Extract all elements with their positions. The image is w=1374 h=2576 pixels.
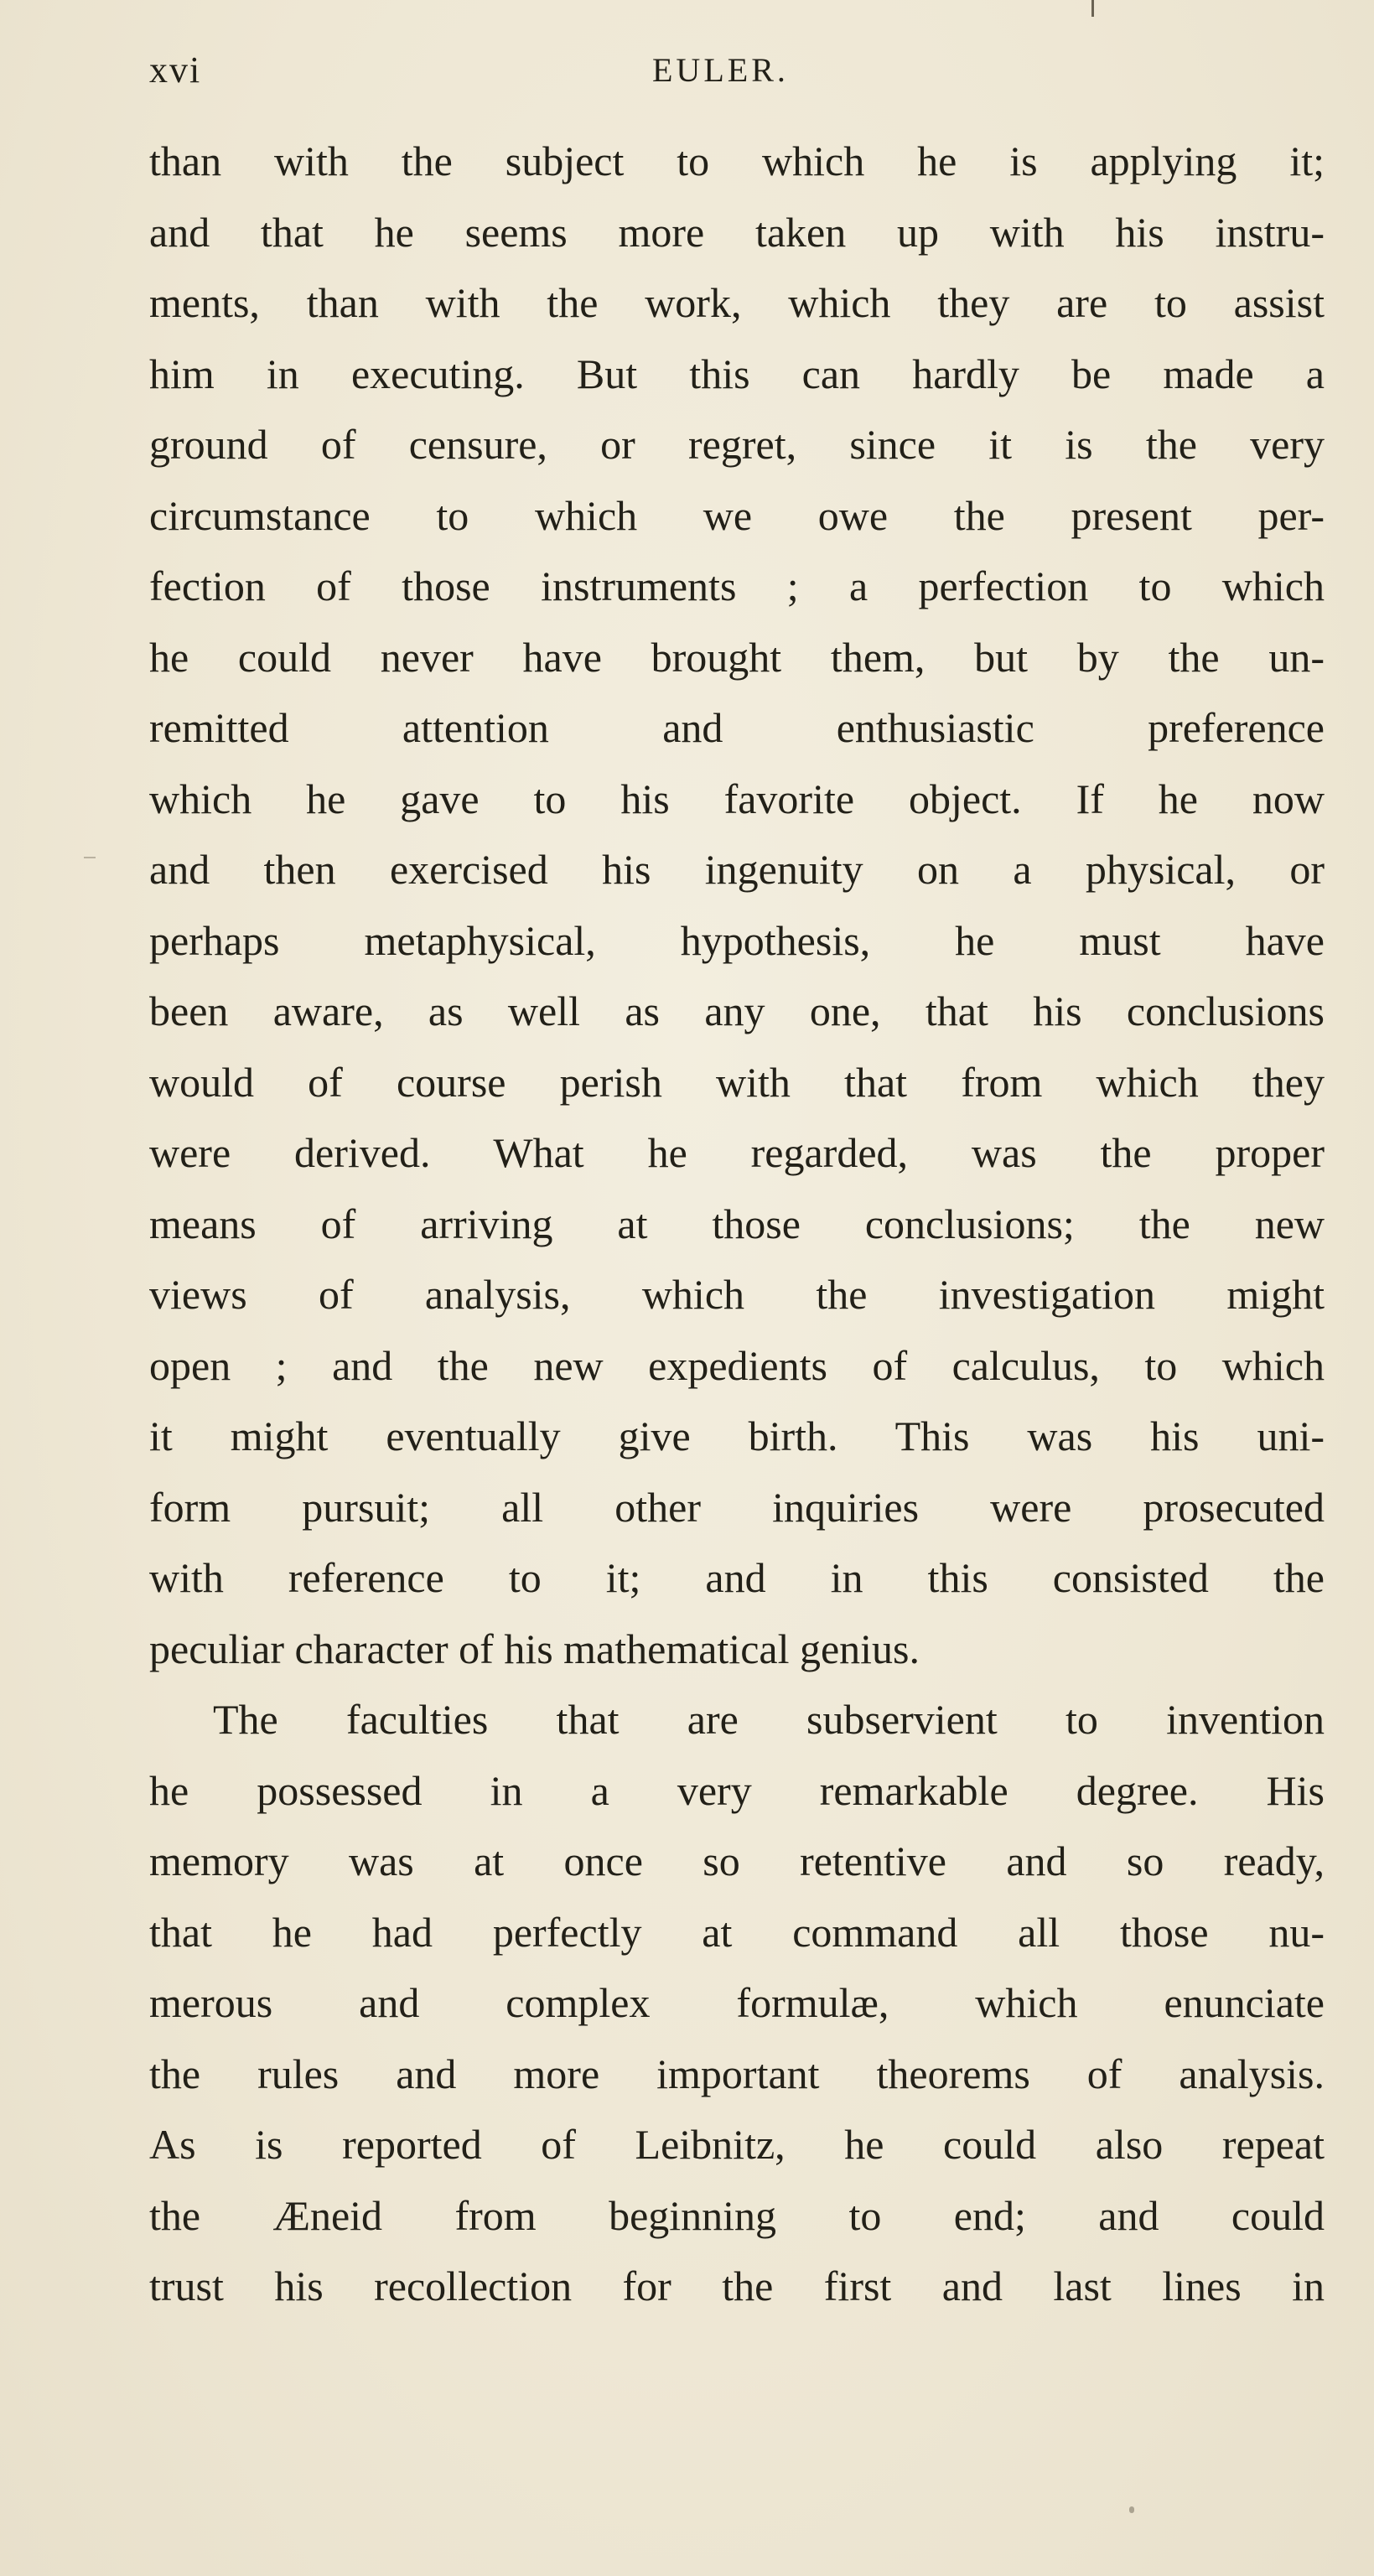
- text-line: and that he seems more taken up with his instru-: [149, 208, 1325, 256]
- text-line: it might eventually give birth. This was his uni-: [149, 1412, 1325, 1459]
- text-line: ground of censure, or regret, since it is the very: [149, 421, 1325, 468]
- text-line: that he had perfectly at command all those nu-: [149, 1908, 1325, 1956]
- scan-blemish: [1091, 0, 1094, 17]
- running-head: EULER.: [652, 51, 789, 89]
- text-line: would of course perish with that from which they: [149, 1058, 1325, 1106]
- text-line: with reference to it; and in this consisted the: [149, 1554, 1325, 1601]
- text-line: views of analysis, which the investigation might: [149, 1271, 1325, 1318]
- text-line: merous and complex formulæ, which enunciate: [149, 1979, 1325, 2026]
- text-line: memory was at once so retentive and so ready,: [149, 1837, 1325, 1884]
- text-line-paragraph-end: peculiar character of his mathematical genius.: [149, 1625, 920, 1672]
- text-line: form pursuit; all other inquiries were prosecuted: [149, 1483, 1325, 1531]
- text-line: than with the subject to which he is applying it;: [149, 137, 1325, 184]
- text-line: remitted attention and enthusiastic preference: [149, 704, 1325, 751]
- text-line: were derived. What he regarded, was the proper: [149, 1129, 1325, 1176]
- text-line: he could never have brought them, but by the un-: [149, 633, 1325, 681]
- text-line: and then exercised his ingenuity on a physical, or: [149, 846, 1325, 893]
- text-line: he possessed in a very remarkable degree. His: [149, 1766, 1325, 1814]
- text-line: the rules and more important theorems of analysis.: [149, 2050, 1325, 2097]
- scan-blemish: [1129, 2506, 1134, 2513]
- text-line: circumstance to which we owe the present per-: [149, 491, 1325, 539]
- text-line: ments, than with the work, which they are to assist: [149, 279, 1325, 326]
- text-line: which he gave to his favorite object. If he now: [149, 775, 1325, 822]
- text-line: trust his recollection for the first and last lines in: [149, 2262, 1325, 2309]
- text-line: perhaps metaphysical, hypothesis, he must have: [149, 916, 1325, 964]
- scan-blemish: [84, 857, 96, 858]
- text-line: open ; and the new expedients of calculus, to which: [149, 1341, 1325, 1389]
- text-line: been aware, as well as any one, that his conclusions: [149, 987, 1325, 1034]
- text-line: the Æneid from beginning to end; and could: [149, 2191, 1325, 2239]
- text-line: him in executing. But this can hardly be made a: [149, 350, 1325, 397]
- page-number: xvi: [149, 49, 202, 91]
- page-header: [149, 49, 1340, 99]
- text-line: As is reported of Leibnitz, he could also repeat: [149, 2121, 1325, 2168]
- text-line: means of arriving at those conclusions; the new: [149, 1200, 1325, 1247]
- body-text: [149, 126, 1325, 2322]
- text-line-paragraph-start: The faculties that are subservient to invention: [213, 1696, 1325, 1743]
- text-line: fection of those instruments ; a perfection to which: [149, 562, 1325, 609]
